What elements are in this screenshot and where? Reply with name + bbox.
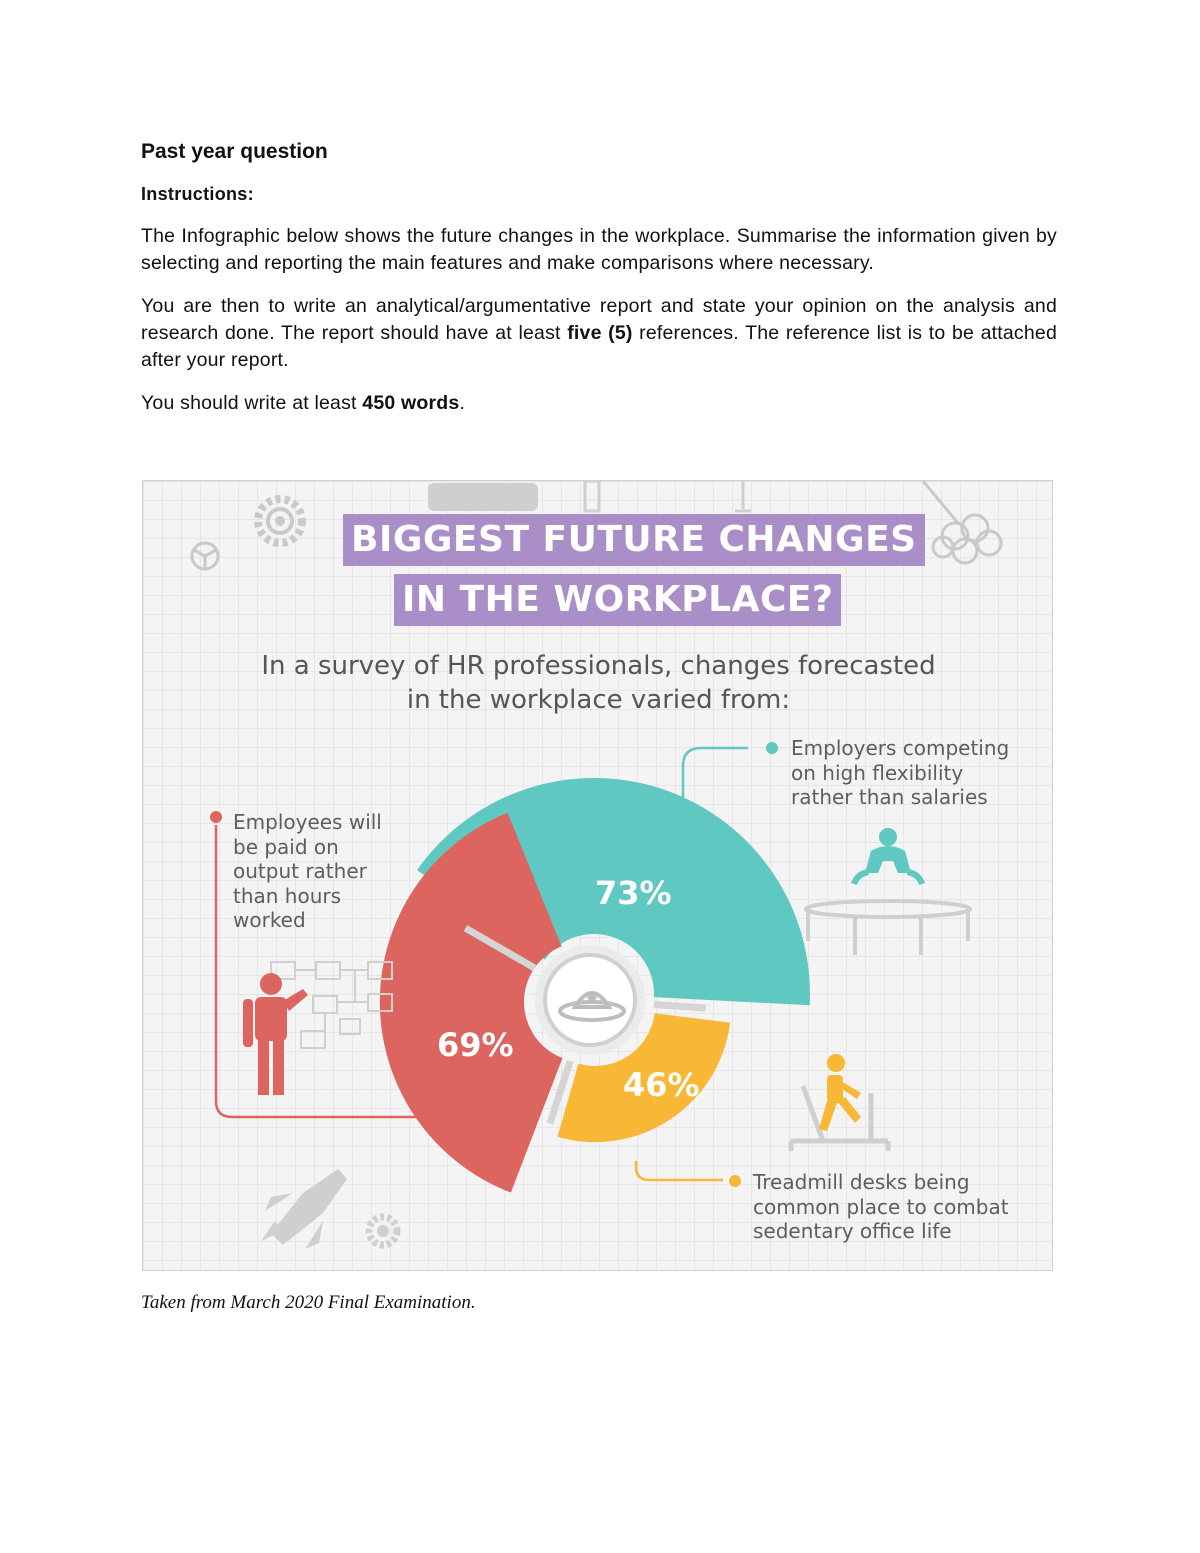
subtitle-line-1: In a survey of HR professionals, changes forecasted (261, 651, 936, 681)
gear-icon (258, 499, 302, 543)
title-line-2: IN THE WORKPLACE? (394, 574, 841, 626)
runners-icon (428, 483, 538, 511)
label-line: worked (233, 908, 306, 932)
paragraph-report-text-a: You are then to write an analytical/argumentative report and state your opinion on the analysis and research done. The report should have at least (141, 295, 1057, 344)
label-employees-paid-on-output (233, 810, 393, 933)
label-line: Employees will (233, 810, 382, 834)
source-caption: Taken from March 2020 Final Examination. (141, 1292, 476, 1313)
paragraph-report (141, 293, 1057, 374)
label-line: sedentary office life (753, 1219, 952, 1243)
leader-line-treadmill (636, 1161, 741, 1187)
phone-icon (585, 481, 599, 511)
paragraph-report-bold: five (5) (567, 322, 633, 344)
paragraph-word-count-text-a: You should write at least (141, 392, 363, 414)
rocket-icon (261, 1169, 347, 1249)
label-line: on high flexibility (791, 760, 964, 785)
label-line: rather than salaries (791, 785, 988, 809)
paragraph-summarise: The Infographic below shows the future changes in the workplace. Summarise the information given by selecting and reporting the main features and make comparisons where necessary. (141, 225, 1057, 274)
spaceship-icon (535, 945, 645, 1055)
label-line: Treadmill desks being (753, 1170, 970, 1194)
office-worker-icon (243, 962, 392, 1095)
treadmill-icon (791, 1054, 888, 1151)
label-line: than hours (233, 883, 342, 908)
tree-icon (923, 481, 1001, 563)
infographic (142, 480, 1053, 1271)
paragraph-word-count-text-b: . (459, 392, 466, 414)
paragraph-word-count (141, 390, 1057, 417)
subtitle-line-2: in the workplace varied from: (406, 685, 791, 715)
steering-wheel-icon (192, 543, 218, 569)
label-line: output rather (233, 859, 367, 883)
instructions-label: Instructions: (141, 184, 254, 204)
document-body (141, 140, 1057, 433)
label-line: common place to combat (753, 1194, 1009, 1219)
page-heading: Past year question (141, 140, 328, 163)
person-icon (735, 481, 751, 511)
value-label-46: 46% (623, 1066, 700, 1104)
value-label-69: 69% (437, 1026, 514, 1064)
title-line-1: BIGGEST FUTURE CHANGES (343, 514, 925, 566)
trampoline-icon (806, 828, 970, 955)
label-treadmill-desks (753, 1170, 1013, 1244)
label-line: be paid on (233, 834, 339, 859)
paragraph-word-count-bold: 450 words (362, 392, 460, 414)
small-gear-icon (369, 1217, 397, 1245)
label-line: Employers competing (791, 736, 1010, 760)
paragraph-report-text-b: references. The reference list is to be attached after your report. (141, 322, 1058, 371)
label-employers-flexibility (791, 736, 1021, 810)
slice-separator-3 (654, 1004, 706, 1008)
infographic-subtitle (143, 649, 1053, 717)
value-label-73: 73% (595, 874, 672, 912)
